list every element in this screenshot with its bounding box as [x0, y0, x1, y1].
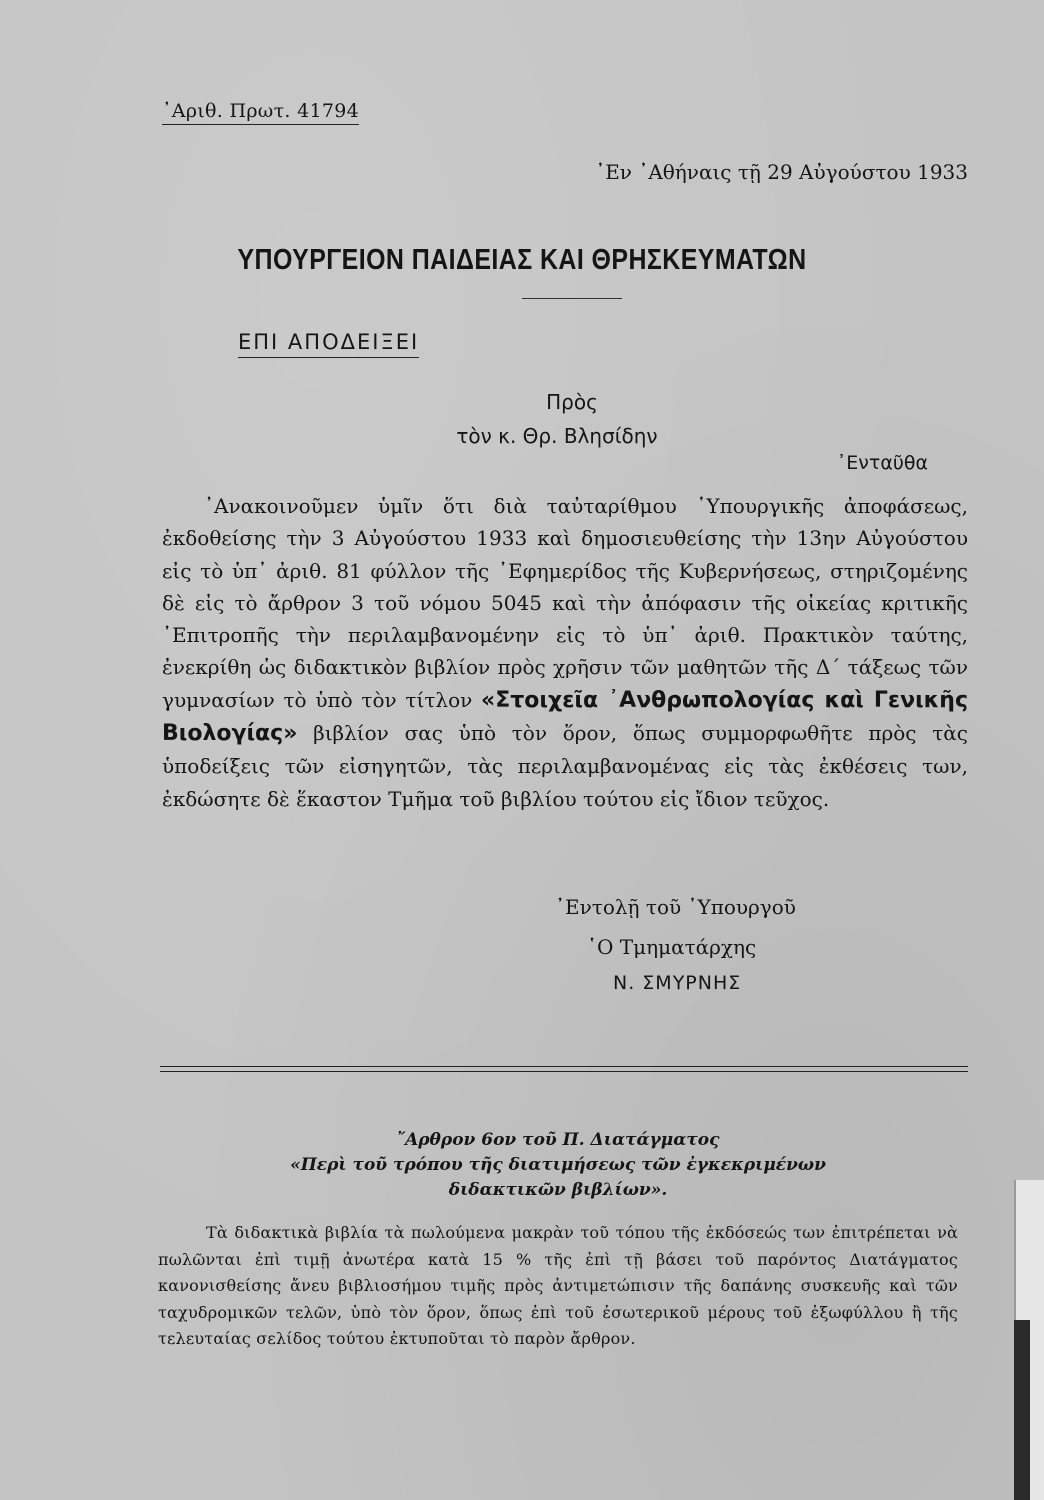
article-body: Τὰ διδακτικὰ βιβλία τὰ πωλούμενα μακρὰν τοῦ τόπου τῆς ἐκδόσεώς των ἐπιτρέπεται νὰ πωλῶνται ἐπὶ τιμῇ ἀνωτέρα κατὰ 15 % τῆς ἐπὶ τῇ βάσει τοῦ παρόντος Διατάγματος κανονισθείσης ἄνευ βιβλιοσήμου τιμῆς πρὸς ἀντιμετώπισιν τῆς δαπάνης συσκευῆς καὶ τῶν ταχυδρομικῶν τελῶν, ὑπὸ τὸν ὅρον, ὅπως ἐπὶ τοῦ ἐσωτερικοῦ μέρους τοῦ ἐξωφύλλου ἢ τῆς τελευταίας σελίδος τούτου ἐκτυποῦται τὸ παρὸν ἄρθρον. [158, 1223, 958, 1348]
addressee-location: ᾿Ενταῦθα [836, 452, 928, 474]
delivery-note: ΕΠΙ ΑΠΟΔΕΙΞΕΙ [238, 330, 419, 358]
article-title-line3: διδακτικῶν βιβλίων». [448, 1180, 668, 1200]
addressee-name: τὸν κ. Θρ. Βλησίδην [456, 424, 658, 448]
letter-body-part1: ᾿Ανακοινοῦμεν ὑμῖν ὅτι διὰ ταὐταρίθμου ῾Υπουργικῆς ἀποφάσεως, ἐκδοθείσης τὴν 3 Αὐγούστου 1933 καὶ δημοσιευθείσης τὴν 13ην Αὐγούστου εἰς τὸ ὑπ᾿ ἀριθ. 81 φύλλον τῆς ᾿Εφημερίδος τῆς Κυβερνήσεως, στηριζομένης δὲ εἰς τὸ ἄρθρον 3 τοῦ νόμου 5045 καὶ τὴν ἀπόφασιν τῆς οἰκείας κριτικῆς ᾿Επιτροπῆς τὴν περιλαμβανομένην εἰς τὸ ὑπ᾿ ἀριθ. Πρακτικὸν ταύτης, ἐνεκρίθη ὡς διδακτικὸν βιβλίον πρὸς χρῆσιν τῶν μαθητῶν τῆς Δ΄ τάξεως τῶν γυμνασίων τὸ ὑπὸ τὸν τίτλον [162, 494, 968, 712]
protocol-number: ᾿Αριθ. Πρωτ. 41794 [162, 100, 359, 125]
addressee-to-label: Πρὸς [546, 390, 598, 414]
ministry-heading: ΥΠΟΥΡΓΕΙΟΝ ΠΑΙΔΕΙΑΣ ΚΑΙ ΘΡΗΣΚΕΥΜΑΤΩΝ [237, 244, 807, 276]
article-title [0, 1128, 1044, 1203]
article-title-line2: «Περὶ τοῦ τρόπου τῆς διατιμήσεως τῶν ἐγκεκριμένων [290, 1155, 826, 1175]
letter-body [162, 490, 968, 815]
section-divider [160, 1066, 968, 1072]
heading-rule [522, 298, 622, 299]
signature-authority: ᾿Εντολῇ τοῦ ῾Υπουργοῦ [555, 895, 796, 919]
signature-name: Ν. ΣΜΥΡΝΗΣ [613, 972, 742, 994]
signature-title: ῾Ο Τμηματάρχης [587, 935, 757, 959]
date-line: ᾿Εν ᾿Αθήναις τῇ 29 Αὐγούστου 1933 [595, 160, 968, 184]
page-edge-shadow [1014, 1320, 1030, 1500]
letter-body-part2: βιβλίον σας ὑπὸ τὸν ὅρον, ὅπως συμμορφωθῆτε πρὸς τὰς ὑποδείξεις τῶν εἰσηγητῶν, τὰς περιλαμβανομένας εἰς τὰς ἐκθέσεις των, ἐκδώσητε δὲ ἕκαστον Τμῆμα τοῦ βιβλίου τούτου εἰς ἴδιον τεῦχος. [162, 721, 968, 811]
article-title-line1: ῎Αρθρον 6ον τοῦ Π. Διατάγματος [396, 1130, 720, 1150]
book-title: «Στοιχεῖα ᾿Ανθρωπολογίας καὶ Γενικῆς Βιολογίας» [162, 687, 968, 747]
